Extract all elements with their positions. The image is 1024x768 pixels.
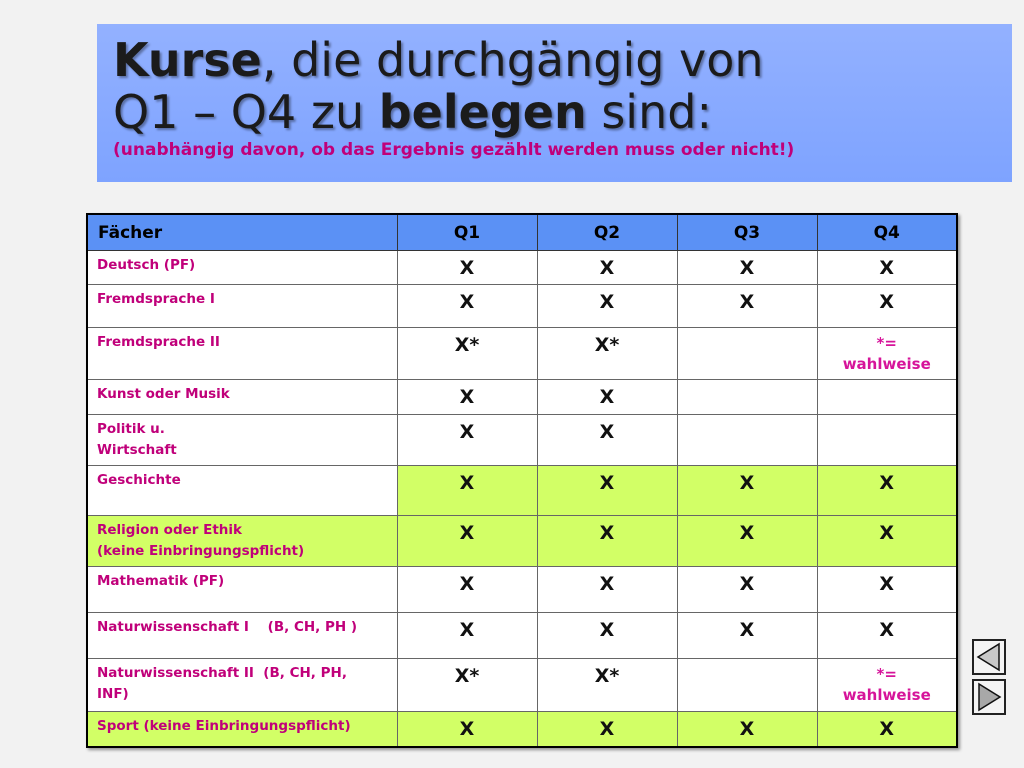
subject-label: Mathematik (PF) (97, 573, 225, 589)
triangle-right-icon (974, 681, 1004, 713)
mark-q2: X* (537, 328, 677, 380)
subject-label: Naturwissenschaft I (B, CH, PH ) (97, 619, 358, 635)
note-text: wahlweise (842, 686, 931, 704)
mark-q1: X (397, 466, 537, 516)
mark-q1: X (397, 380, 537, 415)
subject-label: Religion oder Ethik (97, 522, 243, 538)
subject-label: Fremdsprache I (97, 291, 215, 307)
mark-q3: X (677, 516, 817, 567)
subject-cell (87, 712, 397, 747)
subject-cell (87, 567, 397, 613)
course-table (86, 213, 958, 748)
mark-q1: X (397, 251, 537, 285)
header-q3: Q3 (677, 214, 817, 251)
subject-label: Politik u. (97, 421, 165, 437)
table-row (87, 659, 957, 712)
mark-q4: X (817, 567, 957, 613)
note-cell (817, 328, 957, 380)
mark-q3: X (677, 712, 817, 747)
subject-cell (87, 466, 397, 516)
table-row (87, 380, 957, 415)
mark-q1: X (397, 712, 537, 747)
title-banner (97, 24, 1012, 182)
title-word-belegen: belegen (378, 85, 587, 139)
subject-label: Fremdsprache II (97, 334, 220, 350)
table-row (87, 466, 957, 516)
mark-q4 (817, 415, 957, 466)
table-row (87, 516, 957, 567)
subject-cell (87, 415, 397, 466)
subject-cell (87, 516, 397, 567)
note-text: wahlweise (842, 355, 931, 373)
header-q4: Q4 (817, 214, 957, 251)
mark-q2: X (537, 613, 677, 659)
mark-q1: X (397, 516, 537, 567)
table-header-row (87, 214, 957, 251)
note-cell (817, 659, 957, 712)
mark-q4: X (817, 285, 957, 328)
mark-q1: X* (397, 659, 537, 712)
title-subtitle: (unabhängig davon, ob das Ergebnis gezählt werden muss oder nicht!) (113, 140, 795, 160)
subject-cell (87, 285, 397, 328)
mark-q1: X* (397, 328, 537, 380)
title-line-1: Kurse, die durchgängig von (113, 33, 764, 87)
mark-q1: X (397, 613, 537, 659)
mark-q1: X (397, 415, 537, 466)
mark-q3: X (677, 613, 817, 659)
mark-q2: X (537, 415, 677, 466)
mark-q2: X (537, 567, 677, 613)
subject-cell (87, 659, 397, 712)
mark-q2: X* (537, 659, 677, 712)
mark-q3: X (677, 466, 817, 516)
mark-q4 (817, 380, 957, 415)
table-row (87, 415, 957, 466)
subject-label: INF) (97, 686, 129, 702)
table-row (87, 251, 957, 285)
table-row (87, 712, 957, 747)
mark-q3 (677, 415, 817, 466)
mark-q4: X (817, 251, 957, 285)
mark-q3 (677, 380, 817, 415)
subject-cell (87, 328, 397, 380)
mark-q4: X (817, 466, 957, 516)
mark-q2: X (537, 285, 677, 328)
header-q2: Q2 (537, 214, 677, 251)
mark-q4: X (817, 516, 957, 567)
mark-q3: X (677, 567, 817, 613)
mark-q3: X (677, 251, 817, 285)
mark-q3: X (677, 285, 817, 328)
subject-cell (87, 613, 397, 659)
header-q1: Q1 (397, 214, 537, 251)
table-row (87, 613, 957, 659)
mark-q2: X (537, 251, 677, 285)
subject-label: Sport (keine Einbringungspflicht) (97, 718, 351, 734)
mark-q4: X (817, 613, 957, 659)
header-subjects: Fächer (87, 214, 397, 251)
table-row (87, 328, 957, 380)
subject-label: Kunst oder Musik (97, 386, 230, 402)
mark-q1: X (397, 285, 537, 328)
mark-q2: X (537, 466, 677, 516)
note-text: *= (876, 665, 897, 683)
subject-label: Deutsch (PF) (97, 257, 196, 273)
mark-q1: X (397, 567, 537, 613)
mark-q3 (677, 659, 817, 712)
triangle-left-icon (974, 641, 1004, 673)
title-line-2: Q1 – Q4 zu belegen sind: (113, 85, 712, 139)
subject-label: Naturwissenschaft II (B, CH, PH, (97, 665, 347, 681)
table-row (87, 285, 957, 328)
subject-label: (keine Einbringungspflicht) (97, 543, 305, 559)
mark-q2: X (537, 516, 677, 567)
next-slide-button[interactable] (972, 679, 1006, 715)
previous-slide-button[interactable] (972, 639, 1006, 675)
mark-q2: X (537, 380, 677, 415)
title-word-kurse: Kurse (113, 33, 262, 87)
mark-q4: X (817, 712, 957, 747)
subject-label: Wirtschaft (97, 442, 177, 458)
subject-label: Geschichte (97, 472, 181, 488)
note-text: *= (876, 334, 897, 352)
subject-cell (87, 251, 397, 285)
mark-q3 (677, 328, 817, 380)
mark-q2: X (537, 712, 677, 747)
subject-cell (87, 380, 397, 415)
table-row (87, 567, 957, 613)
